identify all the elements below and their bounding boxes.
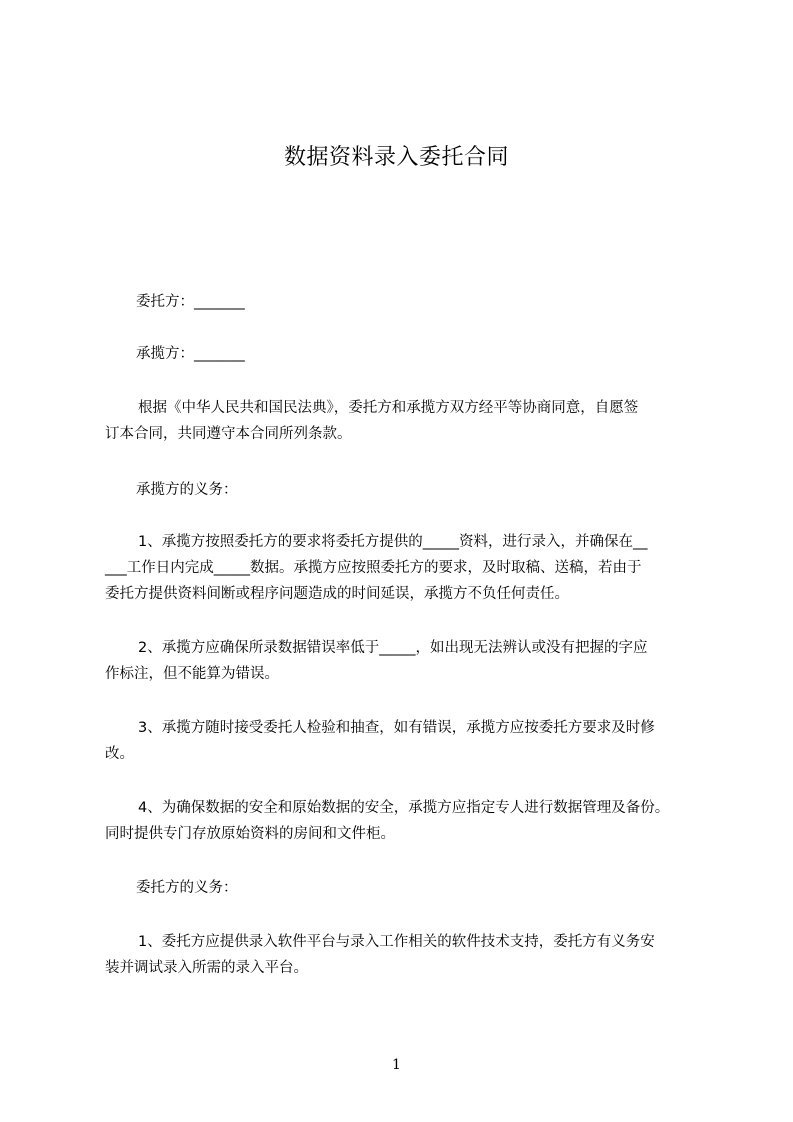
contractor-duty-1-line-3: 委托方提供资料间断或程序问题造成的时间延误，承揽方不负任何责任。 <box>105 586 569 602</box>
contractor-party-line: 承揽方：_______ <box>136 346 245 362</box>
intro-line-2: 订本合同，共同遵守本合同所列条款。 <box>105 426 352 442</box>
page-number: 1 <box>392 1057 401 1073</box>
client-duty-1-line-1: 1、委托方应提供录入软件平台与录入工作相关的软件技术支持，委托方有义务安 <box>138 934 655 950</box>
intro-paragraph <box>105 395 720 447</box>
contractor-duty-3 <box>105 715 720 767</box>
document-title: 数据资料录入委托合同 <box>283 145 509 170</box>
contractor-duty-3-line-1: 3、承揽方随时接受委托人检验和抽查，如有错误，承揽方应按委托方要求及时修 <box>138 720 655 736</box>
contractor-duties-heading: 承揽方的义务： <box>136 482 238 498</box>
client-duty-1-line-2: 装并调试录入所需的录入平台。 <box>105 960 308 976</box>
contractor-duty-4-line-1: 4、为确保数据的安全和原始数据的安全，承揽方应指定专人进行数据管理及备份。 <box>138 800 670 816</box>
client-duty-1 <box>105 929 720 981</box>
contractor-duty-3-line-2: 改。 <box>105 746 134 762</box>
contractor-duty-4 <box>105 795 720 847</box>
contractor-duty-2-line-1: 2、承揽方应确保所录数据错误率低于_____，如出现无法辨认或没有把握的字应 <box>138 640 648 656</box>
client-party-line: 委托方：_______ <box>136 294 245 310</box>
client-duties-heading: 委托方的义务： <box>136 880 238 896</box>
contractor-duty-1-line-2: ___工作日内完成_____数据。承揽方应按照委托方的要求，及时取稿、送稿，若由于 <box>105 560 642 576</box>
contractor-duty-1 <box>105 529 720 607</box>
contractor-duty-2-line-2: 作标注，但不能算为错误。 <box>105 666 279 682</box>
contractor-duty-1-line-1: 1、承揽方按照委托方的要求将委托方提供的_____资料，进行录入，并确保在__ <box>138 534 648 550</box>
intro-line-1: 根据《中华人民共和国民法典》，委托方和承揽方双方经平等协商同意，自愿签 <box>138 400 639 416</box>
contractor-duty-2 <box>105 635 720 687</box>
contractor-duty-4-line-2: 同时提供专门存放原始资料的房间和文件柜。 <box>105 826 395 842</box>
